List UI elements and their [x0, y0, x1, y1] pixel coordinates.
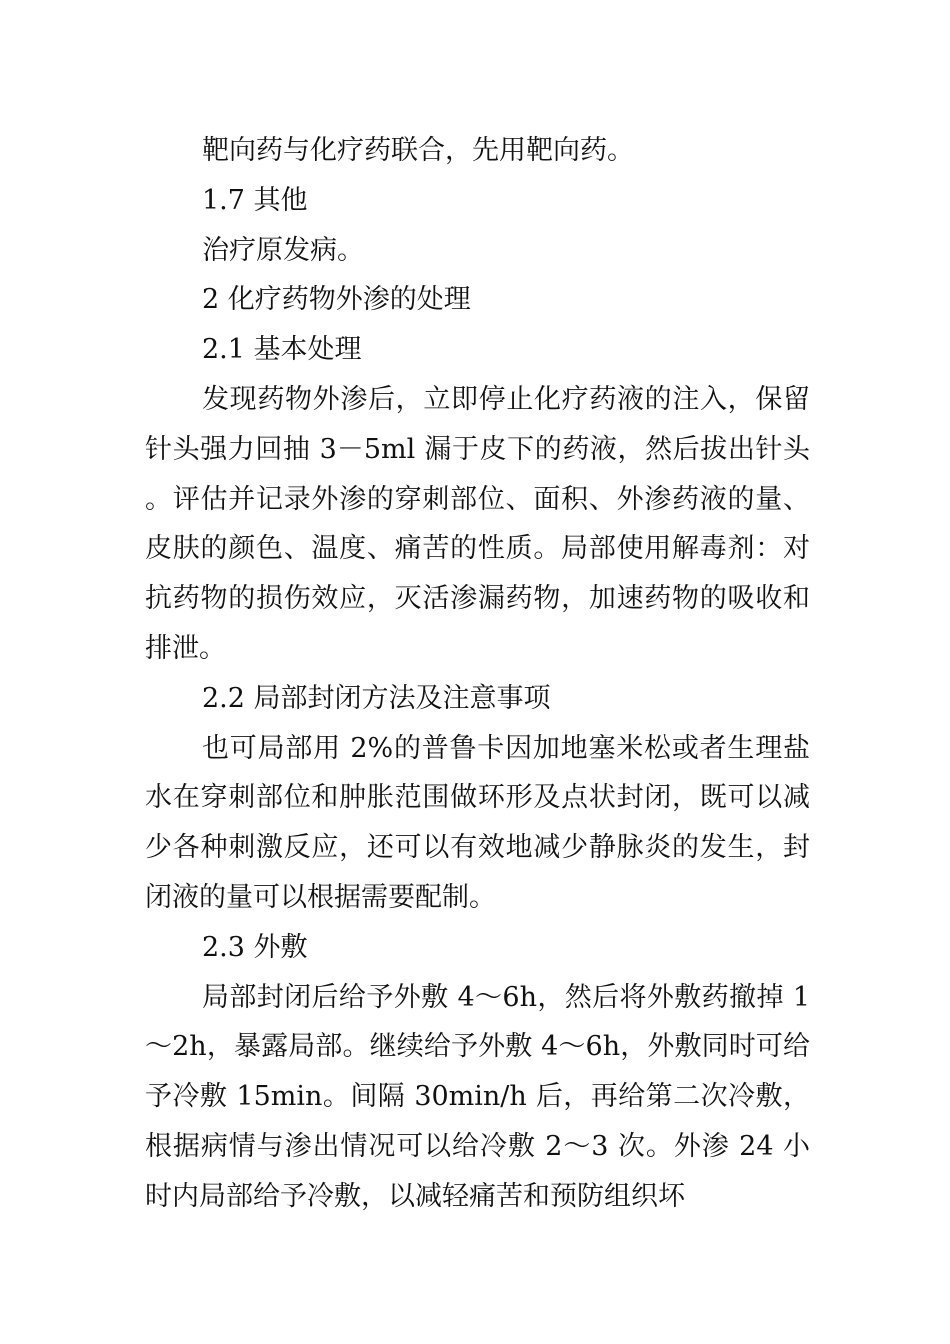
- heading-1-7-other: 1.7 其他: [202, 184, 308, 216]
- paragraph-basic-treatment: 发现药物外渗后，立即停止化疗药液的注入，保留针头强力回抽 3－5ml 漏于皮下的药液，然后拔出针头。评估并记录外渗的穿刺部位、面积、外渗药液的量、皮肤的颜色、温度、痛苦的性质。局部使用解毒剂：对抗药物的损伤效应，灭活渗漏药物，加速药物的吸收和排泄。: [145, 383, 810, 664]
- document-body: [145, 126, 810, 1222]
- paragraph-compress: 局部封闭后给予外敷 4～6h，然后将外敷药撤掉 1～2h，暴露局部。继续给予外敷 4～6h，外敷同时可给予冷敷 15min。间隔 30min/h 后，再给第二次冷敷，根据病情与渗出情况可以给冷敷 2～3 次。外渗 24 小时内局部给予冷敷，以减轻痛苦和预防组织坏: [145, 981, 810, 1212]
- paragraph-targeted-drug: 靶向药与化疗药联合，先用靶向药。: [202, 135, 634, 166]
- paragraph-treat-primary: 治疗原发病。: [202, 234, 364, 266]
- heading-2-3-compress: 2.3 外敷: [202, 931, 308, 963]
- heading-2-extravasation: 2 化疗药物外渗的处理: [202, 284, 471, 316]
- paragraph-local-block: 也可局部用 2%的普鲁卡因加地塞米松或者生理盐水在穿刺部位和肿胀范围做环形及点状封闭，既可以减少各种刺激反应，还可以有效地减少静脉炎的发生，封闭液的量可以根据需要配制。: [145, 732, 810, 913]
- heading-2-2-local-block: 2.2 局部封闭方法及注意事项: [202, 682, 551, 714]
- heading-2-1-basic: 2.1 基本处理: [202, 334, 362, 366]
